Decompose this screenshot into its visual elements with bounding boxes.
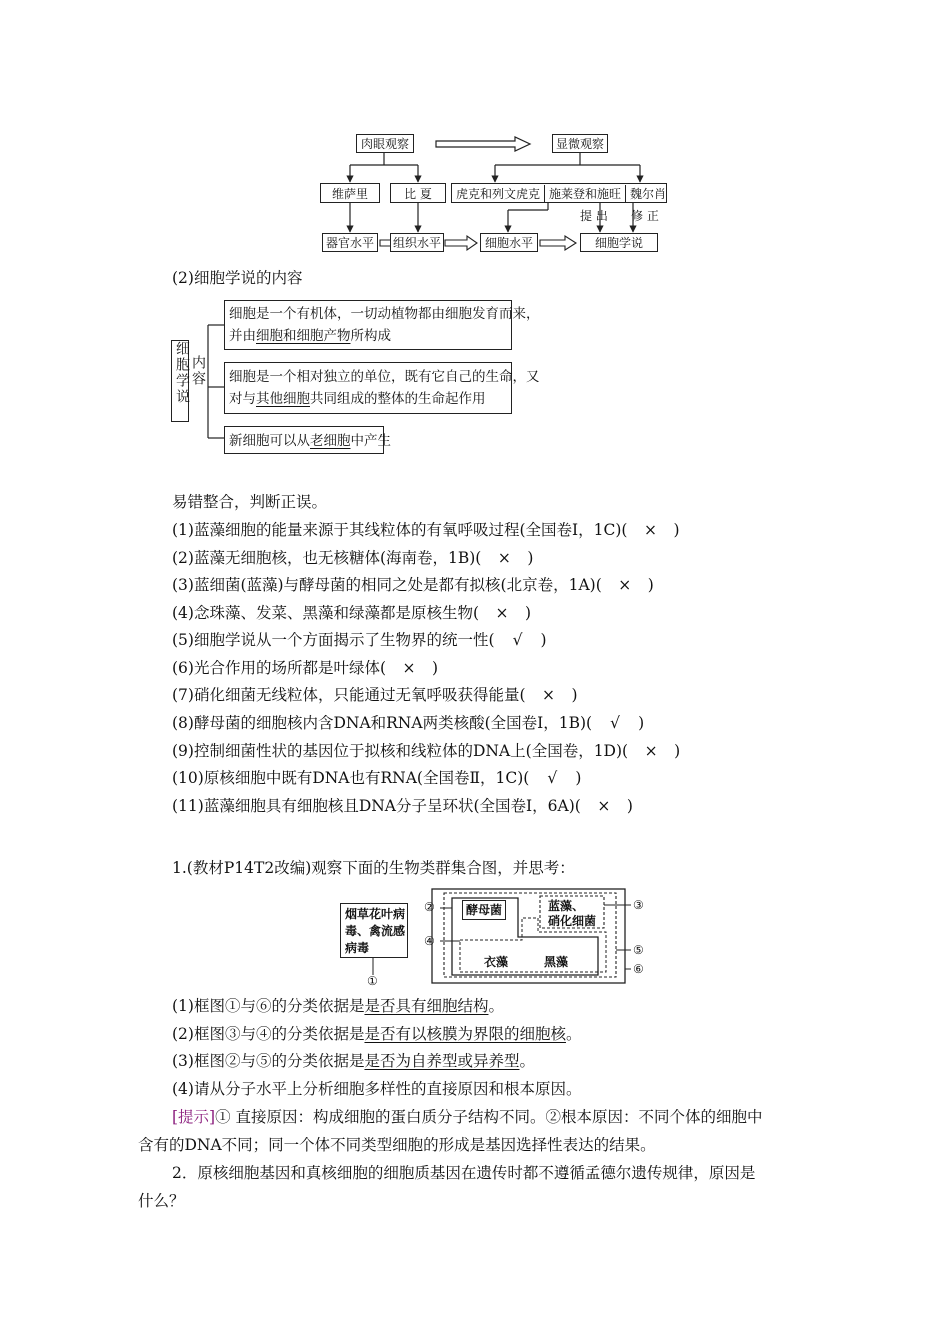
judge-item-mark: × xyxy=(402,659,416,677)
judge-item-mark: × xyxy=(497,549,511,567)
vesalius-box: 维萨里 xyxy=(320,183,380,203)
q1-title: 1.(教材P14T2改编)观察下面的生物类群集合图，并思考： xyxy=(172,859,575,877)
judge-item-close: ) xyxy=(432,659,439,677)
judge-item-text: (11)蓝藻细胞具有细胞核且DNA分子呈环状(全国卷Ⅰ，6A)( xyxy=(172,797,581,815)
judge-item-close: ) xyxy=(571,686,578,704)
q1-sub1: (1)框图①与⑥的分类依据是是否具有细胞结构。 xyxy=(172,997,504,1015)
hydrilla: 黑藻 xyxy=(544,955,569,969)
judge-item-mark: √ xyxy=(610,714,621,732)
judge-item-mark: × xyxy=(542,686,556,704)
judge-item-text: (5)细胞学说从一个方面揭示了生物界的统一性( xyxy=(172,631,495,649)
judge-item-text: (10)原核细胞中既有DNA也有RNA(全国卷Ⅱ，1C)( xyxy=(172,769,530,787)
judge-item-text: (9)控制细菌性状的基因位于拟核和线粒体的DNA上(全国卷，1D)( xyxy=(172,742,629,760)
judge-item-mark: √ xyxy=(547,769,558,787)
yeast-box: 酵母菌 xyxy=(462,900,506,920)
judge-intro: 易错整合，判断正误。 xyxy=(172,493,328,511)
naked-eye-box: 肉眼观察 xyxy=(356,134,414,153)
judge-item-text: (1)蓝藻细胞的能量来源于其线粒体的有氧呼吸过程(全国卷Ⅰ，1C)( xyxy=(172,521,628,539)
judge-item-close: ) xyxy=(540,631,547,649)
judge-item-mark: × xyxy=(643,521,657,539)
judge-item-close: ) xyxy=(626,797,633,815)
judge-item-mark: × xyxy=(644,742,658,760)
judge-item-text: (6)光合作用的场所都是叶绿体( xyxy=(172,659,387,677)
judge-item-text: (4)念珠藻、发菜、黑藻和绿藻都是原核生物( xyxy=(172,604,480,622)
label-5: ⑤ xyxy=(633,943,644,957)
q1-sub4: (4)请从分子水平上分析细胞多样性的直接原因和根本原因。 xyxy=(172,1080,582,1098)
q1-hint: [提示]① 直接原因：构成细胞的蛋白质分子结构不同。②根本原因：不同个体的细胞中 xyxy=(172,1108,763,1126)
theory-point-3: 新细胞可以从老细胞中产生 xyxy=(224,426,384,454)
judge-item-close: ) xyxy=(638,714,645,732)
label-3: ③ xyxy=(633,898,644,912)
q1-hint-cont: 含有的DNA不同；同一个体不同类型细胞的形成是基因选择性表达的结果。 xyxy=(138,1136,656,1154)
virchow: 魏尔肖 xyxy=(630,186,667,201)
cell-theory-label: 细胞学说 xyxy=(171,340,189,422)
judge-item-close: ) xyxy=(673,521,680,539)
revise-label: 修 正 xyxy=(631,209,659,223)
organ-level-box: 器官水平 xyxy=(322,233,378,252)
judge-item-text: (7)硝化细菌无线粒体，只能通过无氧呼吸获得能量( xyxy=(172,686,526,704)
judge-item-mark: × xyxy=(495,604,509,622)
theory-point-2: 细胞是一个相对独立的单位，既有它自己的生命，又 对与其他细胞共同组成的整体的生命起作用 xyxy=(224,362,512,414)
q1-sub2: (2)框图③与④的分类依据是是否有以核膜为界限的细胞核。 xyxy=(172,1025,582,1043)
label-2: ② xyxy=(424,900,435,914)
content-label: 内容 xyxy=(190,355,206,387)
label-4: ④ xyxy=(424,934,435,948)
q2-line1: 2．原核细胞基因和真核细胞的细胞质基因在遗传时都不遵循孟德尔遗传规律，原因是 xyxy=(172,1164,756,1182)
judge-item-mark: × xyxy=(597,797,611,815)
hooke-leeuwenhoek: 虎克和列文虎克 xyxy=(452,185,545,202)
section-title: (2)细胞学说的内容 xyxy=(172,269,303,287)
virus-box: 烟草花叶病 毒、禽流感 病毒 xyxy=(340,903,408,958)
cell-theory-box: 细胞学说 xyxy=(580,233,658,252)
q2-line2: 什么？ xyxy=(138,1192,185,1210)
q1-sub3: (3)框图②与⑤的分类依据是是否为自养型或异养型。 xyxy=(172,1052,535,1070)
label-6: ⑥ xyxy=(633,962,644,976)
cell-level-box: 细胞水平 xyxy=(480,233,538,252)
judge-item-close: ) xyxy=(525,604,532,622)
judge-item-close: ) xyxy=(674,742,681,760)
judge-item-text: (8)酵母菌的细胞核内含DNA和RNA两类核酸(全国卷Ⅰ，1B)( xyxy=(172,714,593,732)
tissue-level-box: 组织水平 xyxy=(390,233,444,252)
propose-label: 提 出 xyxy=(580,209,608,223)
judge-item-close: ) xyxy=(575,769,582,787)
cyanobacteria-box: 蓝藻、 硝化细菌 xyxy=(548,899,597,928)
theory-point-1: 细胞是一个有机体，一切动植物都由细胞发育而来， 并由细胞和细胞产物所构成 xyxy=(224,300,512,350)
judge-item-text: (3)蓝细菌(蓝藻)与酵母菌的相同之处是都有拟核(北京卷，1A)( xyxy=(172,576,602,594)
judge-item-close: ) xyxy=(647,576,654,594)
judge-item-close: ) xyxy=(527,549,534,567)
chlamydomonas: 衣藻 xyxy=(484,955,509,969)
judge-item-text: (2)蓝藻无细胞核，也无核糖体(海南卷，1B)( xyxy=(172,549,482,567)
label-1: ① xyxy=(367,974,378,988)
bichat-box: 比 夏 xyxy=(390,183,446,203)
schleiden-schwann: 施莱登和施旺 xyxy=(545,185,626,202)
microscope-box: 显微观察 xyxy=(552,134,608,153)
judge-item-mark: √ xyxy=(512,631,523,649)
judge-item-mark: × xyxy=(618,576,632,594)
